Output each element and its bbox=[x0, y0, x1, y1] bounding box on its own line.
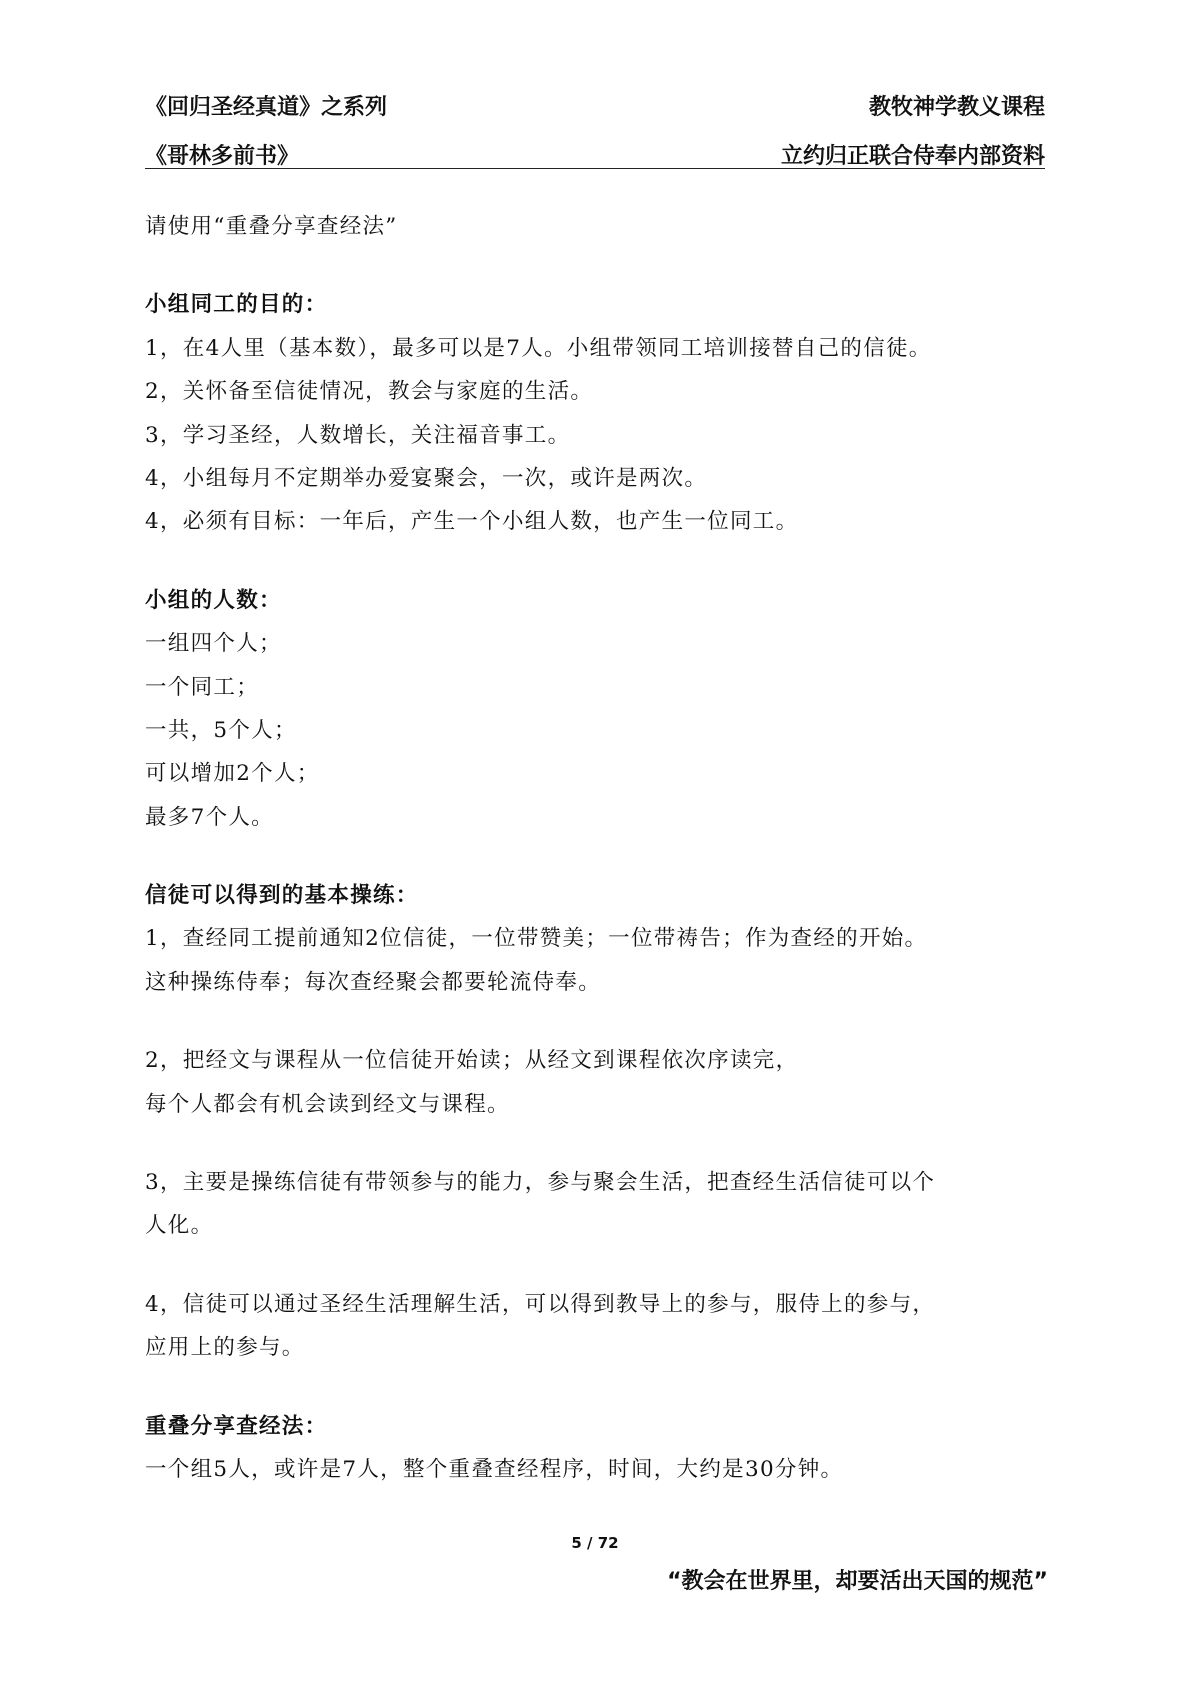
list-item: 可以增加2个人； bbox=[145, 761, 320, 787]
list-item: 4，必须有目标：一年后，产生一个小组人数，也产生一位同工。 bbox=[145, 509, 799, 535]
section-title: 小组的人数： bbox=[145, 587, 282, 613]
list-item: 一组四个人； bbox=[145, 631, 282, 657]
intro-line: 请使用“重叠分享查经法” bbox=[145, 214, 398, 239]
header-row-top bbox=[145, 90, 1045, 120]
paragraph-line: 3，主要是操练信徒有带领参与的能力，参与聚会生活，把查经生活信徒可以个 bbox=[145, 1170, 936, 1196]
spacer bbox=[145, 1126, 1050, 1161]
publisher-note: 立约归正联合侍奉内部资料 bbox=[780, 144, 1045, 169]
header-row-bottom bbox=[145, 139, 1045, 169]
list-item: 4，小组每月不定期举办爱宴聚会，一次，或许是两次。 bbox=[145, 465, 708, 491]
paragraph-line: 每个人都会有机会读到经文与课程。 bbox=[145, 1091, 510, 1117]
header-divider bbox=[145, 168, 1045, 169]
spacer bbox=[145, 248, 1050, 283]
document-body bbox=[145, 205, 1050, 1491]
paragraph-line: 4，信徒可以通过圣经生活理解生活，可以得到教导上的参与，服侍上的参与， bbox=[145, 1291, 936, 1317]
page-number: 5 / 72 bbox=[571, 1534, 619, 1552]
spacer bbox=[145, 544, 1050, 579]
spacer bbox=[145, 1004, 1050, 1039]
list-item: 1，在4人里（基本数），最多可以是7人。小组带领同工培训接替自己的信徒。 bbox=[145, 335, 932, 361]
spacer bbox=[145, 1370, 1050, 1405]
list-item: 最多7个人。 bbox=[145, 804, 274, 830]
list-item: 一共，5个人； bbox=[145, 717, 297, 743]
spacer bbox=[145, 839, 1050, 874]
paragraph-line: 一个组5人，或许是7人，整个重叠查经程序，时间，大约是30分钟。 bbox=[145, 1456, 844, 1482]
footer-motto: “教会在世界里，却要活出天国的规范” bbox=[667, 1569, 1048, 1594]
paragraph-line: 应用上的参与。 bbox=[145, 1335, 305, 1361]
section-title: 信徒可以得到的基本操练： bbox=[145, 883, 419, 909]
list-item: 一个同工； bbox=[145, 674, 260, 700]
paragraph-line: 人化。 bbox=[145, 1213, 214, 1239]
paragraph-line: 这种操练侍奉；每次查经聚会都要轮流侍奉。 bbox=[145, 969, 602, 995]
list-item: 2，关怀备至信徒情况，教会与家庭的生活。 bbox=[145, 379, 594, 405]
section-title: 小组同工的目的： bbox=[145, 292, 328, 318]
section-title: 重叠分享查经法： bbox=[145, 1413, 328, 1439]
series-title: 《回归圣经真道》之系列 bbox=[145, 95, 388, 120]
paragraph-line: 2，把经文与课程从一位信徒开始读；从经文到课程依次序读完， bbox=[145, 1048, 799, 1074]
book-title: 《哥林多前书》 bbox=[145, 144, 300, 169]
list-item: 3，学习圣经，人数增长，关注福音事工。 bbox=[145, 422, 571, 448]
course-title: 教牧神学教义课程 bbox=[868, 95, 1045, 120]
spacer bbox=[145, 1248, 1050, 1283]
paragraph-line: 1，查经同工提前通知2位信徒，一位带赞美；一位带祷告；作为查经的开始。 bbox=[145, 926, 928, 952]
